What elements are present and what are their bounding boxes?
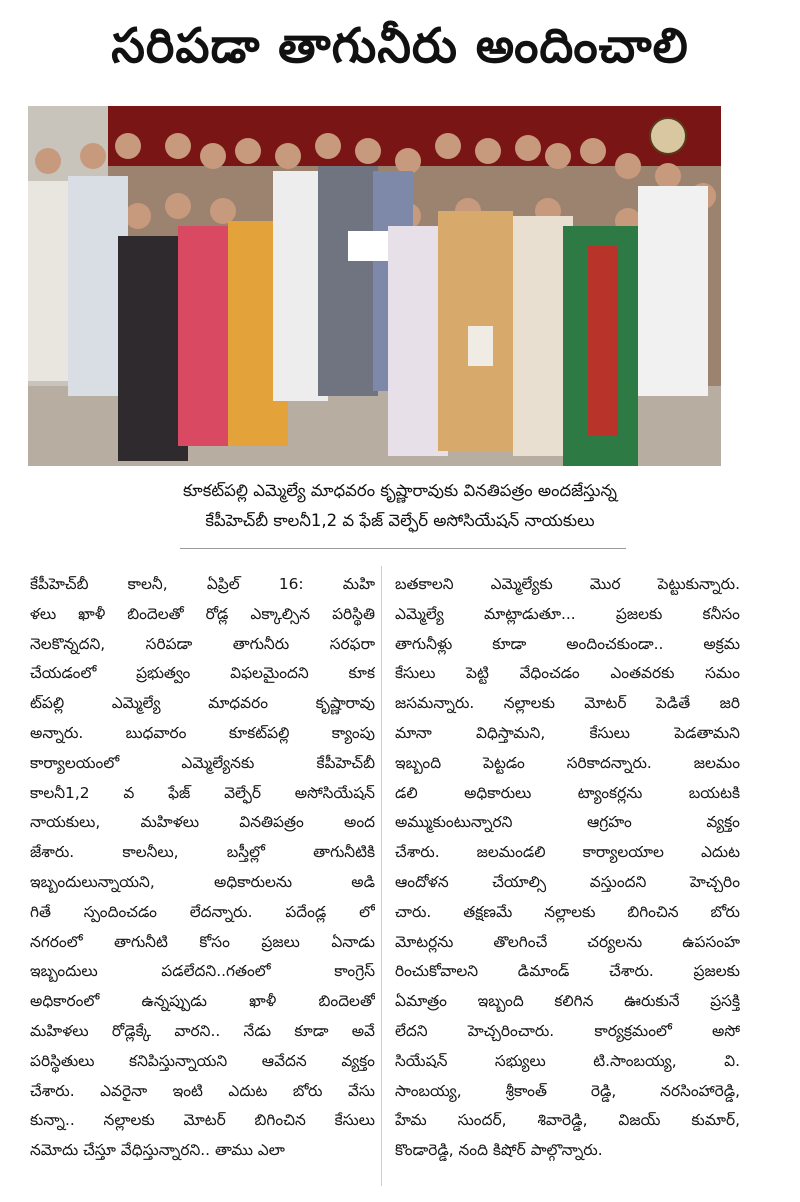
article-line: రించుకోవాలని డిమాండ్ చేశారు. ప్రజలకు	[395, 962, 740, 981]
article-line: కొండారెడ్డి, నంది కిషోర్ పాల్గొన్నారు.	[395, 1141, 603, 1160]
article-line: ఇబ్బందులున్నాయని, అధికారులను అడి	[30, 872, 375, 891]
article-line: చారు. తక్షణమే నల్లాలకు బిగించిన బోరు	[395, 902, 740, 921]
article-line: కేసులు పెట్టి వేధించడం ఎంతవరకు సమం	[395, 664, 740, 683]
article-line: అధికారంలో ఉన్నప్పుడు ఖాళీ బిందెలతో	[30, 992, 375, 1011]
article-column-left	[30, 570, 375, 1166]
article-line: కాలనీ1,2 వ ఫేజ్ వెల్ఫేర్ అసోసియేషన్	[30, 783, 375, 802]
article-line: ఆందోళన చేయాల్సి వస్తుందని హెచ్చరిం	[395, 872, 740, 891]
caption-line-1: కూకట్‌పల్లి ఎమ్మెల్యే మాధవరం కృష్ణారావుకు వినతిపత్రం అందజేస్తున్న	[183, 481, 617, 500]
article-line: ళలు ఖాళీ బిందెలతో రోడ్ల ఎక్కాల్సిన పరిస్థితి	[30, 604, 375, 623]
article-line: మహిళలు రోడ్లెక్కే వారని.. నేడు కూడా అవే	[30, 1021, 375, 1040]
column-divider	[381, 566, 382, 1186]
article-line: తాగునీళ్లు కూడా అందించకుండా.. అక్రమ	[395, 634, 740, 653]
photo-caption	[60, 476, 740, 536]
article-line: సియేషన్ సభ్యులు టి.సాంబయ్య, వి.	[395, 1051, 740, 1070]
article-line: ట్‌పల్లి ఎమ్మెల్యే మాధవరం కృష్ణారావు	[30, 694, 375, 713]
group-photo-illustration	[28, 106, 721, 466]
article-line: కేపీహెచ్‌బీ కాలనీ, ఏప్రిల్ 16: మహి	[30, 575, 375, 593]
article-line: పరిస్థితులు కనిపిస్తున్నాయని ఆవేదన వ్యక్తం	[30, 1051, 375, 1070]
article-line: ఏమాత్రం ఇబ్బంది కలిగిన ఊరుకునే ప్రసక్తి	[395, 992, 740, 1011]
petition-document	[348, 231, 388, 261]
article-line: సాంబయ్య, శ్రీకాంత్ రెడ్డి, నరసింహారెడ్డి,	[395, 1081, 740, 1100]
article-line: డలి అధికారులు ట్యాంకర్లను బయటకి	[395, 783, 740, 802]
article-line: బతకాలని ఎమ్మెల్యేకు మొర పెట్టుకున్నారు.	[395, 575, 740, 593]
article-line: నెలకొన్నదని, సరిపడా తాగునీరు సరఫరా	[30, 634, 375, 653]
article-line: అమ్ముకుంటున్నారని ఆగ్రహం వ్యక్తం	[395, 813, 740, 832]
article-line: జసమన్నారు. నల్లాలకు మోటర్ పెడితే జరి	[395, 694, 740, 713]
article-line: ఇబ్బందులు పడలేదని..గతంలో కాంగ్రెస్	[30, 962, 375, 981]
news-photo	[28, 106, 721, 466]
article-line: చేయడంలో ప్రభుత్వం విఫలమైందని కూక	[30, 664, 375, 683]
article-line: ఇబ్బంది పెట్టడం సరికాదన్నారు. జలమం	[395, 753, 740, 772]
article-line: లేదని హెచ్చరించారు. కార్యక్రమంలో అసో	[395, 1021, 740, 1040]
article-line: నాయకులు, మహిళలు వినతిపత్రం అంద	[30, 813, 375, 832]
article-line: మోటర్లను తొలగించే చర్యలను ఉపసంహ	[395, 932, 740, 951]
article-line: గితే స్పందించడం లేదన్నారు. పదేండ్ల లో	[30, 902, 375, 921]
caption-line-2: కేపీహెచ్‌బీ కాలనీ1,2 వ ఫేజ్ వెల్ఫేర్ అసోసియేషన్ నాయకులు	[205, 511, 595, 530]
article-line: మానా విధిస్తామని, కేసులు పెడతామని	[395, 723, 740, 742]
article-line: ఎమ్మెల్యే మాట్లాడుతూ... ప్రజలకు కనీసం	[395, 604, 740, 623]
article-line: చేశారు. ఎవరైనా ఇంటి ఎదుట బోరు వేసు	[30, 1081, 375, 1100]
caption-rule	[180, 548, 626, 549]
article-line: జేశారు. కాలనీలు, బస్తీల్లో తాగునీటికి	[30, 843, 375, 862]
article-line: కున్నా.. నల్లాలకు మోటర్ బిగించిన కేసులు	[30, 1111, 375, 1130]
article-line: చేశారు. జలమండలి కార్యాలయాల ఎదుట	[395, 843, 740, 862]
article-line: అన్నారు. బుధవారం కూకట్‌పల్లి క్యాంపు	[30, 723, 375, 742]
article-line: కార్యాలయంలో ఎమ్మెల్యేనకు కేపీహెచ్‌బీ	[30, 753, 375, 772]
headline: సరిపడా తాగునీరు అందించాలి	[111, 18, 689, 74]
article-column-right	[395, 570, 740, 1166]
article-line: నగరంలో తాగునీటి కోసం ప్రజలు ఏనాడు	[30, 932, 375, 951]
article-line: నమోదు చేస్తూ వేధిస్తున్నారని.. తాము ఎలా	[30, 1141, 285, 1160]
article-line: హేమ సుందర్, శివారెడ్డి, విజయ్ కుమార్,	[395, 1111, 740, 1130]
